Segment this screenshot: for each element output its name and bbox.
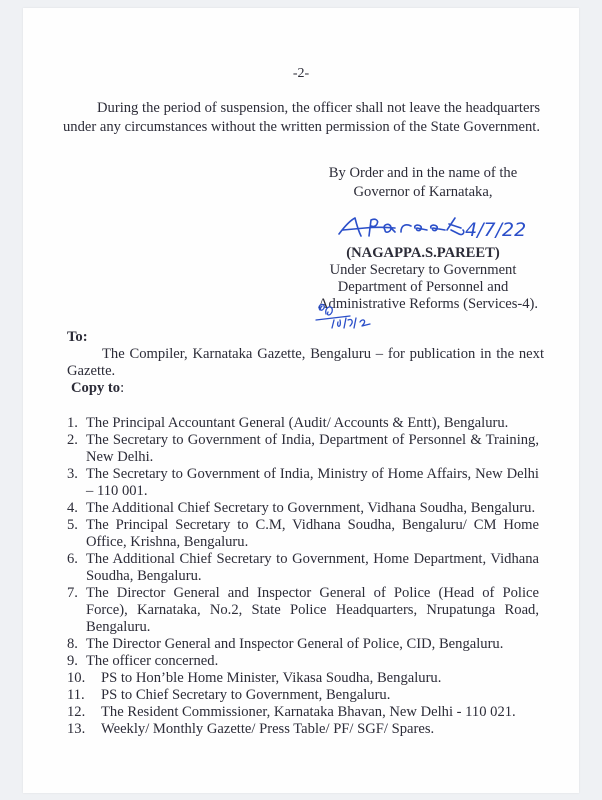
list-item xyxy=(67,466,539,500)
list-item xyxy=(67,585,539,636)
list-item-text: The Secretary to Government of India, Department of Personnel & Training, New Delhi. xyxy=(86,432,539,465)
list-item-text: The officer concerned. xyxy=(86,653,219,669)
copy-to-label: Copy to xyxy=(71,380,121,396)
list-item xyxy=(67,551,539,585)
to-recipient xyxy=(67,346,544,380)
list-item-number: 11. xyxy=(67,687,85,703)
list-item-text: PS to Hon’ble Home Minister, Vikasa Soudha, Bengaluru. xyxy=(101,670,442,686)
signatory-name: (NAGAPPA.S.PAREET) xyxy=(346,245,500,261)
list-item xyxy=(67,653,539,670)
list-item-number: 6. xyxy=(67,551,78,567)
suspension-paragraph xyxy=(63,99,540,137)
list-item-text: The Additional Chief Secretary to Government, Home Department, Vidhana Soudha, Bengaluru. xyxy=(86,551,539,584)
list-item-number: 1. xyxy=(67,415,78,431)
list-item-text: The Additional Chief Secretary to Government, Vidhana Soudha, Bengaluru. xyxy=(86,500,536,516)
signatory-department-1: Department of Personnel and xyxy=(337,279,509,295)
list-item-text: The Principal Accountant General (Audit/ Accounts & Entt), Bengaluru. xyxy=(86,415,509,431)
list-item-text: The Director General and Inspector General of Police (Head of Police Force), Karnataka, No.2, State Police Headquarters, Nrupatunga Road, Bengaluru. xyxy=(86,585,539,635)
list-item xyxy=(67,721,539,738)
signature-strokes xyxy=(339,218,464,236)
list-item-number: 7. xyxy=(67,585,78,601)
list-item xyxy=(67,500,539,517)
list-item xyxy=(67,704,539,721)
list-item-number: 10. xyxy=(67,670,86,686)
copy-to-list xyxy=(67,415,539,738)
list-item-text: The Resident Commissioner, Karnataka Bhavan, New Delhi - 110 021. xyxy=(101,704,516,720)
list-item xyxy=(67,670,539,687)
list-item-number: 13. xyxy=(67,721,86,737)
signatory-department-2: Administrative Reforms (Services-4). xyxy=(318,296,539,312)
list-item xyxy=(67,687,539,704)
list-item-number: 12. xyxy=(67,704,86,720)
paragraph-text: During the period of suspension, the officer shall not leave the headquarters under any circumstances without the written permission of the State Government. xyxy=(63,100,541,135)
list-item-number: 3. xyxy=(67,466,78,482)
list-item-text: Weekly/ Monthly Gazette/ Press Table/ PF/ SGF/ Spares. xyxy=(101,721,435,737)
handwritten-initials xyxy=(310,300,380,332)
list-item xyxy=(67,432,539,466)
copy-to-heading xyxy=(71,380,124,397)
signature-date: 4/7/22 xyxy=(465,219,527,241)
list-item-text: PS to Chief Secretary to Government, Bengaluru. xyxy=(101,687,391,703)
list-item-text: The Director General and Inspector General of Police, CID, Bengaluru. xyxy=(86,636,504,652)
list-item xyxy=(67,415,539,432)
order-line-1: By Order and in the name of the xyxy=(328,165,518,181)
to-recipient-text: The Compiler, Karnataka Gazette, Bengaluru – for publication in the next Gazette. xyxy=(67,346,544,379)
list-item-number: 5. xyxy=(67,517,78,533)
copy-to-colon: : xyxy=(120,380,125,396)
signatory-designation: Under Secretary to Government xyxy=(329,262,517,278)
list-item xyxy=(67,636,539,653)
to-label: To: xyxy=(67,329,88,345)
page-number: -2- xyxy=(292,66,310,81)
list-item xyxy=(67,517,539,551)
list-item-number: 4. xyxy=(67,500,78,516)
list-item-number: 8. xyxy=(67,636,78,652)
list-item-number: 2. xyxy=(67,432,78,448)
order-line-2: Governor of Karnataka, xyxy=(353,184,493,200)
list-item-text: The Secretary to Government of India, Ministry of Home Affairs, New Delhi – 110 001. xyxy=(86,466,539,499)
list-item-text: The Principal Secretary to C.M, Vidhana Soudha, Bengaluru/ CM Home Office, Krishna, Bengaluru. xyxy=(86,517,539,550)
list-item-number: 9. xyxy=(67,653,78,669)
order-block xyxy=(318,164,528,202)
